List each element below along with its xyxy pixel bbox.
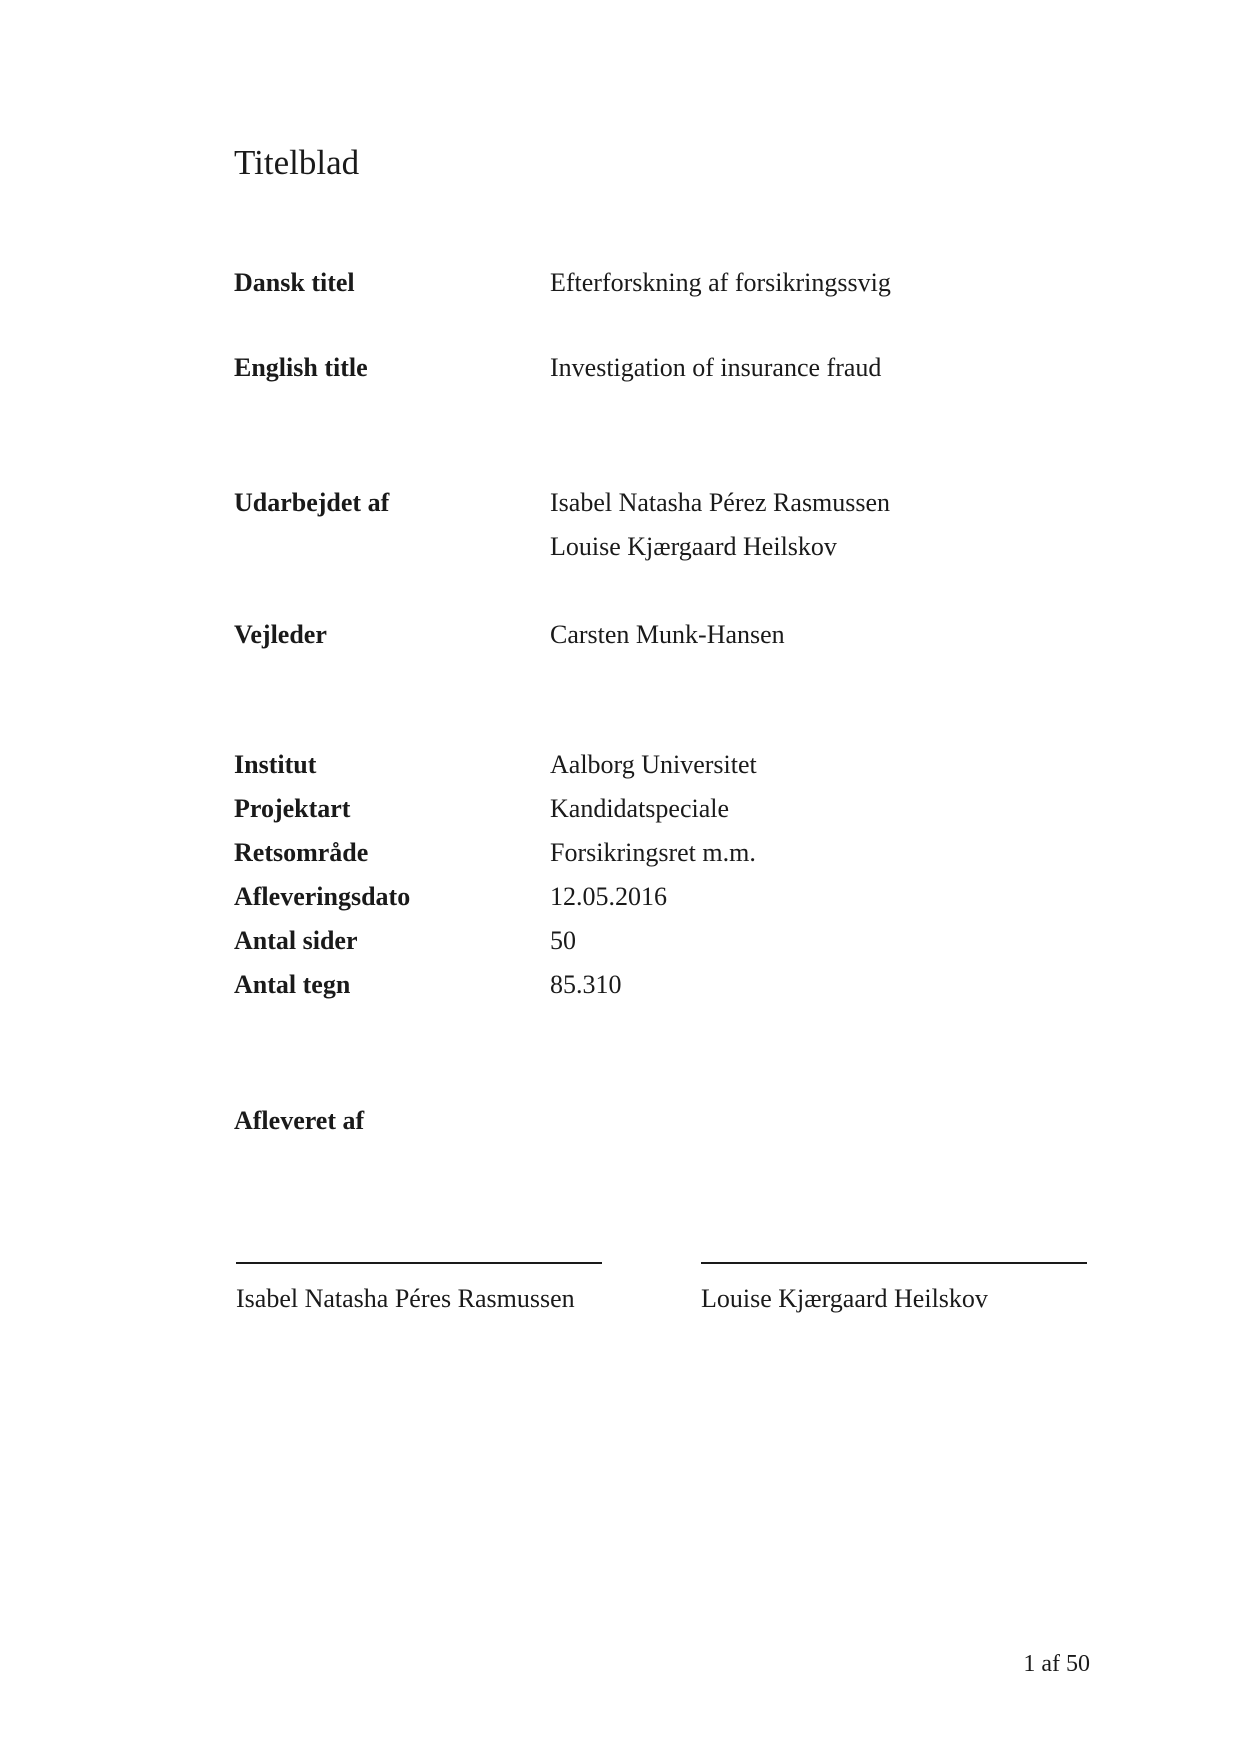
field-value-retsomraade: Forsikringsret m.m. xyxy=(550,838,756,867)
field-label-institut: Institut xyxy=(234,750,317,779)
field-label-english-title: English title xyxy=(234,353,368,382)
page-number: 1 af 50 xyxy=(1023,1651,1090,1677)
field-label-retsomraade: Retsområde xyxy=(234,838,369,867)
signature-line-left xyxy=(236,1262,602,1264)
signature-line-right xyxy=(701,1262,1087,1264)
field-value-author-2: Louise Kjærgaard Heilskov xyxy=(550,532,837,561)
field-label-vejleder: Vejleder xyxy=(234,620,327,649)
field-label-udarbejdet-af: Udarbejdet af xyxy=(234,488,390,517)
field-label-antal-sider: Antal sider xyxy=(234,926,358,955)
signature-name-right: Louise Kjærgaard Heilskov xyxy=(701,1284,988,1313)
field-value-vejleder: Carsten Munk-Hansen xyxy=(550,620,785,649)
field-value-projektart: Kandidatspeciale xyxy=(550,794,730,823)
field-label-dansk-titel: Dansk titel xyxy=(234,268,355,297)
field-value-english-title: Investigation of insurance fraud xyxy=(550,353,882,382)
field-value-dansk-titel: Efterforskning af forsikringssvig xyxy=(550,268,891,297)
field-label-afleveringsdato: Afleveringsdato xyxy=(234,882,411,911)
field-value-afleveringsdato: 12.05.2016 xyxy=(550,882,667,911)
field-value-author-1: Isabel Natasha Pérez Rasmussen xyxy=(550,488,891,517)
signature-name-left: Isabel Natasha Péres Rasmussen xyxy=(236,1284,575,1313)
field-value-antal-tegn: 85.310 xyxy=(550,970,622,999)
field-label-projektart: Projektart xyxy=(234,794,351,823)
page-heading: Titelblad xyxy=(234,143,360,182)
field-value-institut: Aalborg Universitet xyxy=(550,750,757,779)
field-value-antal-sider: 50 xyxy=(550,926,576,955)
field-label-antal-tegn: Antal tegn xyxy=(234,970,351,999)
field-label-afleveret-af: Afleveret af xyxy=(234,1106,365,1135)
